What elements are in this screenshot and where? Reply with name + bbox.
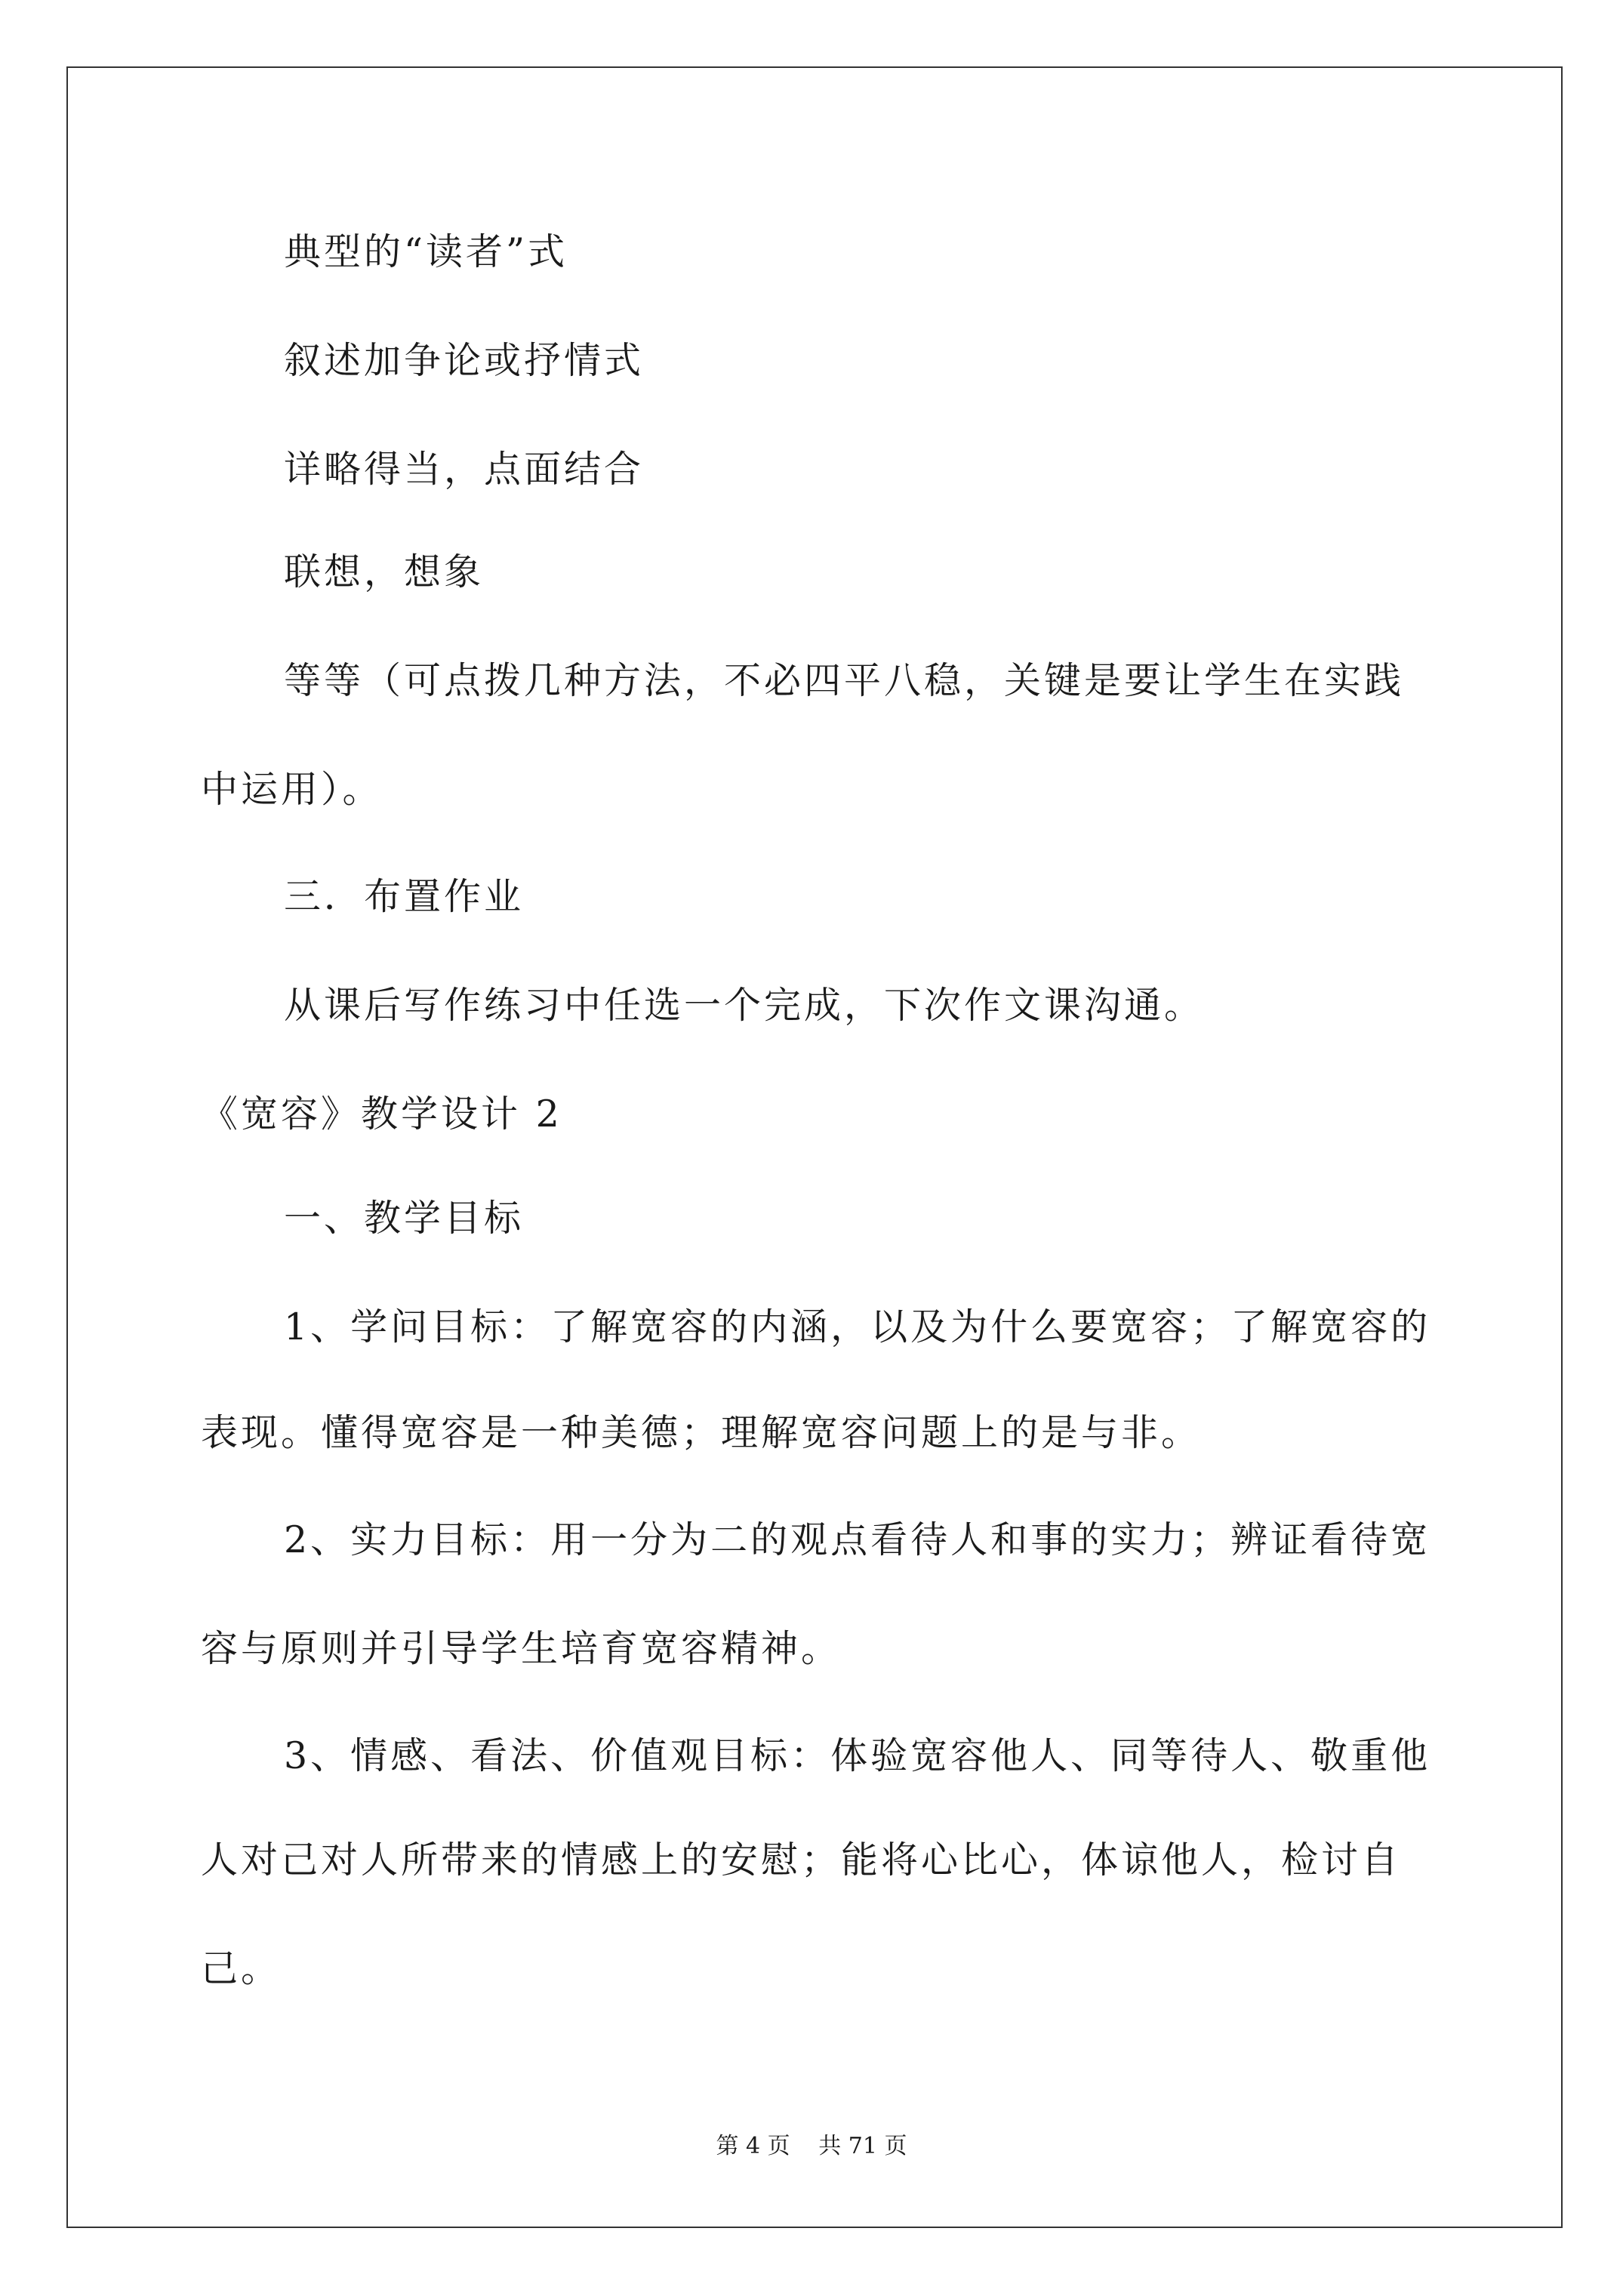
- paragraph-line: 联想，想象: [284, 550, 485, 593]
- page-total: 共 71 页: [818, 2133, 907, 2159]
- paragraph-line: 从课后写作练习中任选一个完成，下次作文课沟通。: [284, 984, 1205, 1027]
- paragraph-line: 人对己对人所带来的情感上的安慰；能将心比心，体谅他人，检讨自: [201, 1838, 1402, 1881]
- page-number: 第 4 页: [716, 2133, 790, 2159]
- paragraph-line: 典型的“读者”式: [284, 230, 568, 273]
- paragraph-line: 1、学问目标：了解宽容的内涵，以及为什么要宽容；了解宽容的: [284, 1305, 1431, 1348]
- paragraph-line: 3、情感、看法、价值观目标：体验宽容他人、同等待人、敬重他: [284, 1734, 1431, 1777]
- paragraph-line: 中运用）。: [201, 768, 383, 811]
- paragraph-line: 叙述加争论或抒情式: [284, 339, 645, 382]
- paragraph-line: 表现。懂得宽容是一种美德；理解宽容问题上的是与非。: [201, 1411, 1202, 1454]
- document-title: 《宽容》教学设计 2: [201, 1093, 562, 1136]
- paragraph-line: 详略得当，点面结合: [284, 448, 645, 491]
- paragraph-line: 己。: [201, 1947, 282, 1990]
- section-heading: 一、教学目标: [284, 1197, 525, 1240]
- section-heading: 三．布置作业: [284, 875, 525, 918]
- paragraph-line: 等等（可点拨几种方法，不必四平八稳，关键是要让学生在实践: [284, 659, 1405, 702]
- page-footer: [0, 2131, 1623, 2162]
- page-border: [66, 66, 1563, 2228]
- paragraph-line: 容与原则并引导学生培育宽容精神。: [201, 1627, 842, 1670]
- paragraph-line: 2、实力目标：用一分为二的观点看待人和事的实力；辨证看待宽: [284, 1518, 1431, 1561]
